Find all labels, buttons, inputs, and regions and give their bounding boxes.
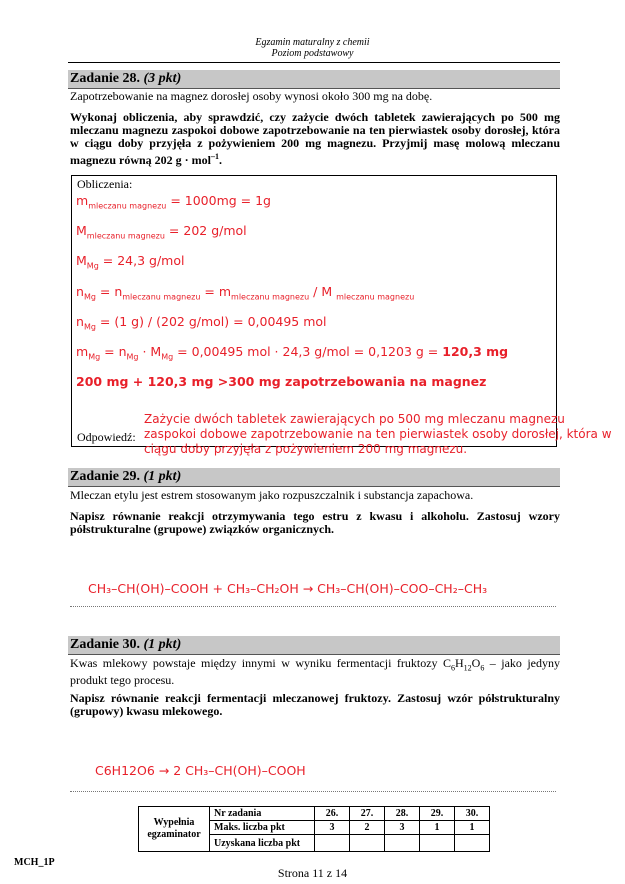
row-max-points-label: Maks. liczba pkt — [210, 821, 315, 835]
task-29-points: (1 pkt) — [143, 469, 182, 484]
page-number: Strona 11 z 14 — [277, 866, 348, 880]
task-30-dotted-line — [70, 791, 556, 792]
row-obtained-points-label: Uzyskana liczba pkt — [210, 835, 315, 852]
task-29-header — [68, 468, 560, 487]
task-30-points: (1 pkt) — [143, 637, 182, 652]
task-29-title: Zadanie 29. — [70, 469, 141, 484]
task-28-title: Zadanie 28. — [70, 71, 141, 86]
obtained-points-cell[interactable] — [315, 835, 350, 852]
score-table — [138, 806, 490, 852]
obtained-points-cell[interactable] — [385, 835, 420, 852]
header-divider — [68, 62, 560, 63]
obtained-points-cell[interactable] — [350, 835, 385, 852]
row-task-number-label: Nr zadania — [210, 807, 315, 821]
task-29-instruction: Napisz równanie reakcji otrzymywania tego estru z kwasu i alkoholu. Zastosuj wzory półstrukturalne (grupowe) związków organicznych. — [70, 509, 560, 536]
calc-line-7: 200 mg + 120,3 mg >300 mg zapotrzebowania na magnez — [76, 374, 487, 389]
calc-line-1: $m_{mleczanu magnezu} = 1000mg = 1g$ — [76, 193, 271, 211]
calculation-label: Obliczenia: — [77, 177, 133, 191]
task-30-header — [68, 636, 560, 655]
task-30-instruction: Napisz równanie reakcji fermentacji mleczanowej fruktozy. Zastosuj wzór półstrukturalny (grupowy) kwasu mlekowego. — [70, 691, 560, 718]
exam-code: MCH_1P — [14, 857, 55, 868]
obtained-points-cell[interactable] — [455, 835, 490, 852]
task-number-cell: 28. — [385, 807, 420, 821]
task-30-intro: Kwas mlekowy powstaje między innymi w wyniku fermentacji fruktozy $C_6H_{12}O_6$ – jako jedyny produkt tego procesu. — [70, 656, 561, 688]
task-number-cell: 30. — [455, 807, 490, 821]
examiner-label: Wypełnia egzaminator — [139, 807, 210, 852]
max-points-cell: 2 — [350, 821, 385, 835]
task-30-title: Zadanie 30. — [70, 637, 141, 652]
exam-title: Egzamin maturalny z chemii — [255, 37, 370, 48]
calc-line-6: $m_{Mg} = n_{Mg} \cdot M_{Mg} = 0,00495$ mol · 24,3 g/mol = 0,1203 g = 120,3 mg — [76, 344, 509, 362]
calc-line-4: $n_{Mg} = n_{mleczanu magnezu} = m_{mleczanu magnezu} / M$ $_{mleczanu magnezu}$ — [76, 284, 415, 302]
calc-line-5: $n_{Mg} = (1$ g) / (202 g/mol) = 0,00495 mol — [76, 314, 327, 332]
calculation-box — [71, 175, 557, 447]
max-points-cell: 1 — [420, 821, 455, 835]
task-28-header — [68, 70, 560, 89]
task-number-cell: 29. — [420, 807, 455, 821]
task-29-dotted-line — [70, 606, 556, 607]
answer-text: Zażycie dwóch tabletek zawierających po 500 mg mleczanu magnezu zaspokoi dobowe zapotrzebowanie na ten pierwiastek osoby dorosłej, która w ciągu doby przyjęła z pożywieniem 200 mg magnezu. — [144, 412, 612, 456]
task-number-cell: 27. — [350, 807, 385, 821]
task-29-answer: CH₃–CH(OH)–COOH + CH₃–CH₂OH → CH₃–CH(OH)–COO–CH₂–CH₃ — [88, 581, 488, 596]
exam-level: Poziom podstawowy — [271, 48, 354, 59]
max-points-cell: 3 — [315, 821, 350, 835]
task-28-intro: Zapotrzebowanie na magnez dorosłej osoby wynosi około 300 mg na dobę. — [70, 89, 433, 103]
max-points-cell: 3 — [385, 821, 420, 835]
task-number-cell: 26. — [315, 807, 350, 821]
answer-label: Odpowiedź: — [77, 430, 136, 444]
task-29-intro: Mleczan etylu jest estrem stosowanym jako rozpuszczalnik i substancja zapachowa. — [70, 488, 474, 502]
calc-line-3: $M_{Mg} = 24,3$ g/mol — [76, 253, 185, 271]
calc-line-2: $M_{mleczanu magnezu} = 202$ g/mol — [76, 223, 247, 241]
task-28-points: (3 pkt) — [143, 71, 182, 86]
task-28-instruction: Wykonaj obliczenia, aby sprawdzić, czy zażycie dwóch tabletek zawierających po 500 mg mleczanu magnezu zaspokoi dobowe zapotrzebowanie na ten pierwiastek osoby dorosłej, która w ciągu doby przyjęła z pożywieniem 200 mg magnezu. Przyjmij masę molową mleczanu magnezu równą 202 g · mol$^{-1}$. — [70, 110, 560, 167]
task-30-answer: C6H12O6 → 2 CH₃–CH(OH)–COOH — [95, 763, 306, 778]
max-points-cell: 1 — [455, 821, 490, 835]
obtained-points-cell[interactable] — [420, 835, 455, 852]
